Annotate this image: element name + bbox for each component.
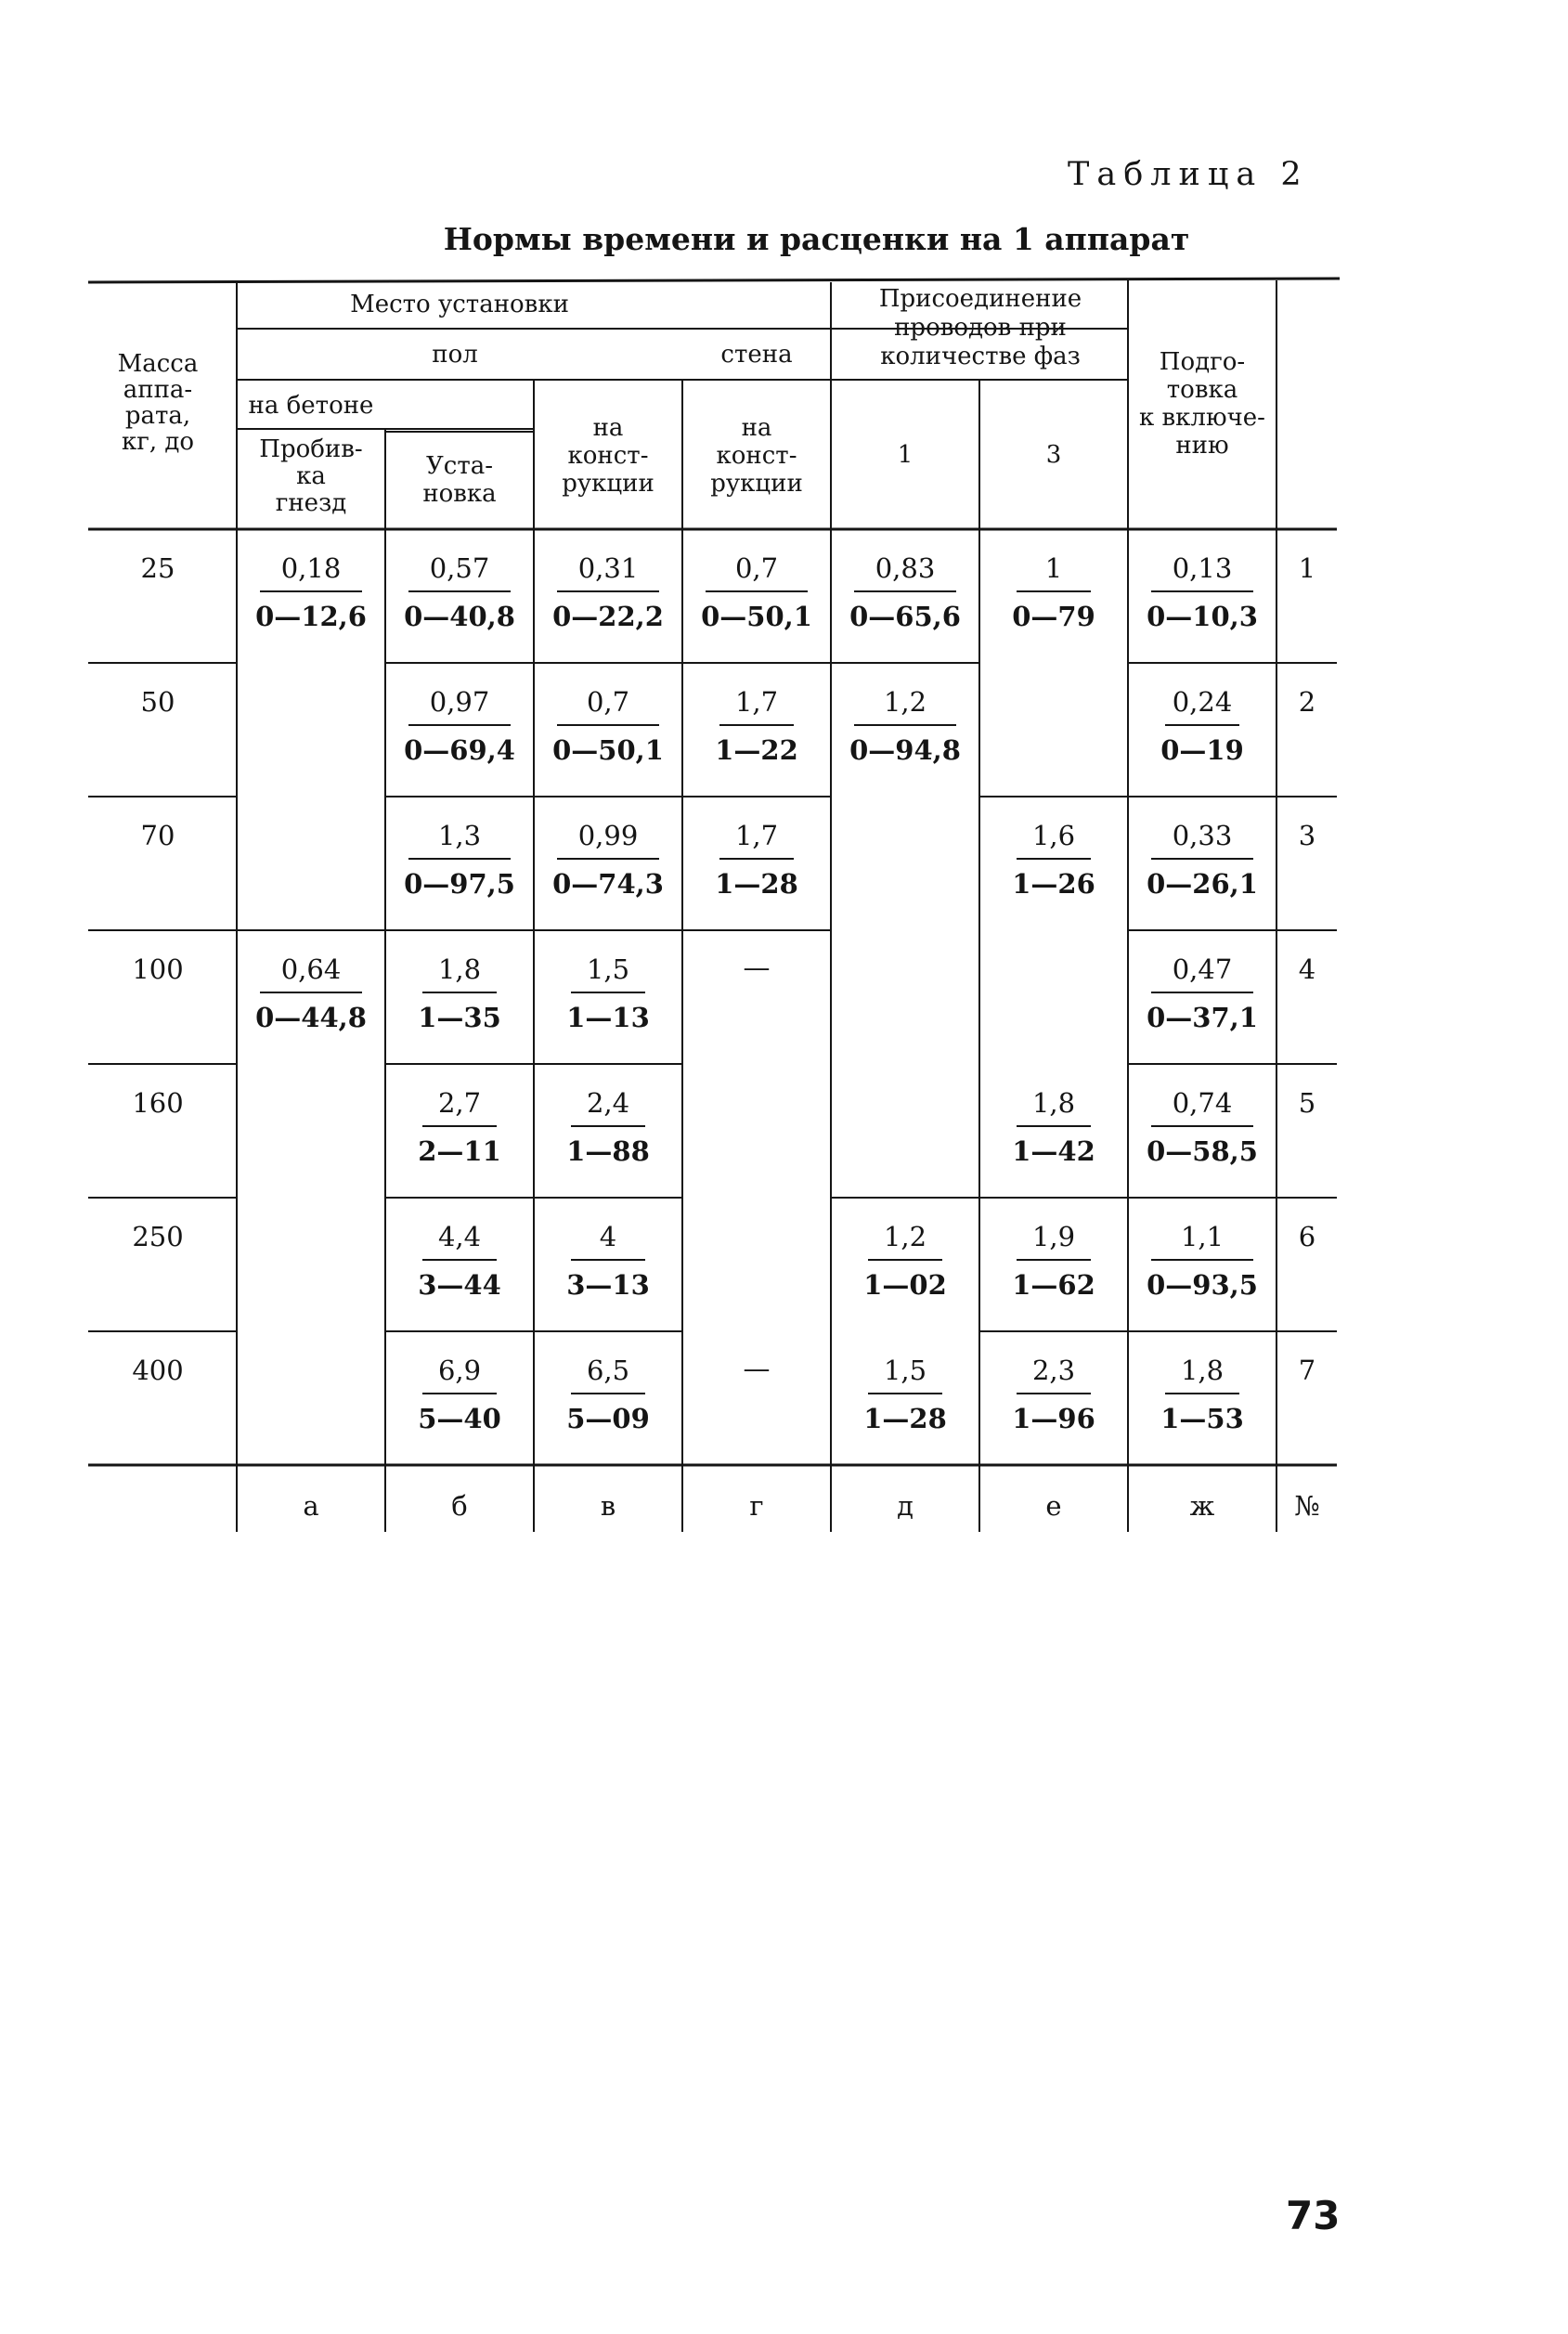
rate: 1—02: [863, 1269, 947, 1301]
norm-time: 2,7: [437, 1087, 482, 1119]
header-ustanovka: новка: [422, 480, 497, 508]
header-na-konstr-stena: конст-: [716, 442, 797, 470]
header-na-betone: на бетоне: [248, 392, 374, 420]
norm-time: 0,83: [875, 552, 936, 584]
column-letter: г: [749, 1490, 764, 1522]
header-faza-3: 3: [1045, 441, 1062, 469]
norm-time: 1,8: [1180, 1355, 1225, 1386]
header-mass: Масса: [117, 350, 199, 378]
rate: 0—58,5: [1147, 1135, 1258, 1167]
norm-time: 0,24: [1172, 686, 1233, 718]
rate: 0—44,8: [255, 1002, 367, 1033]
norm-time: 1,7: [734, 686, 779, 718]
dash-cell: —: [743, 952, 771, 983]
norm-time: 4: [599, 1221, 617, 1252]
column-letter: ж: [1189, 1490, 1215, 1522]
header-na-konstr-stena: на: [741, 414, 772, 442]
header-na-konstr-pol: конст-: [567, 442, 649, 470]
mass-value: 400: [132, 1355, 184, 1386]
rate: 1—96: [1012, 1403, 1095, 1434]
header-probivka: Пробив-: [259, 435, 363, 463]
row-number: 1: [1298, 552, 1316, 584]
rate: 0—37,1: [1147, 1002, 1258, 1033]
rate: 1—42: [1012, 1135, 1095, 1167]
row-number: 5: [1298, 1087, 1316, 1119]
rate: 0—74,3: [552, 868, 664, 900]
norm-time: 0,64: [280, 953, 342, 985]
header-mass: аппа-: [123, 376, 193, 404]
row-number: 2: [1298, 686, 1316, 718]
rate: 0—94,8: [849, 734, 961, 766]
number-sign: №: [1294, 1490, 1320, 1522]
norm-time: 1,2: [883, 1221, 927, 1252]
header-podgotovka: к включе-: [1139, 404, 1265, 432]
header-ustanovka: Уста-: [425, 452, 494, 480]
column-letter: а: [303, 1490, 319, 1522]
table-caption: Таблица 2: [1068, 156, 1309, 193]
rate: 1—35: [418, 1002, 501, 1033]
norm-time: 0,97: [429, 686, 490, 718]
norm-time: 1,5: [883, 1355, 927, 1386]
norm-time: 4,4: [437, 1221, 482, 1252]
norm-time: 1,1: [1180, 1221, 1225, 1252]
column-letter: д: [897, 1490, 914, 1522]
table-title: Нормы времени и расценки на 1 аппарат: [443, 221, 1190, 257]
row-number: 7: [1298, 1355, 1316, 1386]
rate: 1—22: [715, 734, 798, 766]
norm-time: 1,9: [1031, 1221, 1076, 1252]
rate: 0—50,1: [701, 601, 812, 632]
rate: 1—13: [566, 1002, 650, 1033]
header-podgotovka: товка: [1166, 376, 1238, 404]
norm-time: 2,4: [586, 1087, 630, 1119]
table-top-rule: [88, 279, 1340, 282]
mass-value: 70: [140, 820, 175, 851]
header-probivka: ка: [296, 462, 326, 490]
norm-time: 0,31: [577, 552, 639, 584]
norm-time: 1,7: [734, 820, 779, 851]
norm-time: 0,33: [1172, 820, 1233, 851]
norm-time: 0,18: [280, 552, 342, 584]
rate: 0—97,5: [404, 868, 515, 900]
rate: 1—53: [1160, 1403, 1244, 1434]
norm-time: 0,13: [1172, 552, 1233, 584]
norm-time: 2,3: [1031, 1355, 1076, 1386]
row-number: 3: [1298, 820, 1316, 851]
rate: 0—65,6: [849, 601, 961, 632]
header-mass: рата,: [124, 402, 191, 430]
rate: 3—13: [566, 1269, 650, 1301]
norm-time: 1,5: [586, 953, 630, 985]
rate: 1—26: [1012, 868, 1095, 900]
mass-value: 50: [140, 686, 175, 718]
rate: 0—19: [1160, 734, 1244, 766]
norm-time: 0,7: [734, 552, 779, 584]
header-podgotovka: нию: [1175, 432, 1229, 460]
header-prisoedinenie: Присоединение: [878, 285, 1082, 313]
rate: 0—40,8: [404, 601, 515, 632]
mass-value: 25: [140, 552, 175, 584]
header-na-konstr-pol: рукции: [562, 470, 654, 498]
row-number: 4: [1298, 953, 1316, 985]
header-mesto: Место установки: [350, 291, 569, 318]
rate: 5—40: [418, 1403, 501, 1434]
norm-time: 6,5: [586, 1355, 630, 1386]
header-prisoedinenie: количестве фаз: [880, 343, 1081, 370]
mass-value: 160: [132, 1087, 184, 1119]
norm-time: 6,9: [437, 1355, 482, 1386]
norm-time: 1: [1044, 552, 1063, 584]
rate: 0—93,5: [1147, 1269, 1258, 1301]
norm-time: 0,47: [1172, 953, 1233, 985]
rate: 0—50,1: [552, 734, 664, 766]
header-na-konstr-pol: на: [592, 414, 624, 442]
header-mass: кг, до: [121, 428, 195, 456]
rate: 0—12,6: [255, 601, 367, 632]
rate: 0—22,2: [552, 601, 664, 632]
column-letter: е: [1045, 1490, 1062, 1522]
header-prisoedinenie: проводов при: [894, 314, 1067, 342]
header-pol: пол: [432, 341, 478, 369]
rate: 1—88: [566, 1135, 650, 1167]
rate: 0—26,1: [1147, 868, 1258, 900]
rate: 0—79: [1012, 601, 1095, 632]
rate: 0—69,4: [404, 734, 515, 766]
header-podgotovka: Подго-: [1159, 348, 1246, 376]
column-letter: б: [451, 1490, 468, 1522]
header-stena: стена: [720, 341, 793, 369]
dash-cell: —: [743, 1353, 771, 1384]
norm-time: 1,3: [437, 820, 482, 851]
norm-time: 1,6: [1031, 820, 1076, 851]
page-number: 73: [1286, 2193, 1341, 2238]
header-probivka: гнезд: [275, 489, 347, 517]
norm-time: 0,57: [429, 552, 490, 584]
mass-value: 100: [132, 953, 184, 985]
rate: 2—11: [418, 1135, 501, 1167]
column-letter: в: [600, 1490, 616, 1522]
norm-time: 1,8: [437, 953, 482, 985]
header-na-konstr-stena: рукции: [710, 470, 803, 498]
rate: 1—28: [863, 1403, 947, 1434]
rate: 5—09: [566, 1403, 650, 1434]
header-faza-1: 1: [897, 441, 914, 469]
rate: 3—44: [418, 1269, 501, 1301]
rate: 0—10,3: [1147, 601, 1258, 632]
rate: 1—28: [715, 868, 798, 900]
norm-time: 1,2: [883, 686, 927, 718]
norm-time: 1,8: [1031, 1087, 1076, 1119]
row-number: 6: [1298, 1221, 1316, 1252]
rate: 1—62: [1012, 1269, 1095, 1301]
mass-value: 250: [132, 1221, 184, 1252]
norm-time: 0,99: [577, 820, 639, 851]
norm-time: 0,74: [1172, 1087, 1233, 1119]
norm-time: 0,7: [586, 686, 630, 718]
